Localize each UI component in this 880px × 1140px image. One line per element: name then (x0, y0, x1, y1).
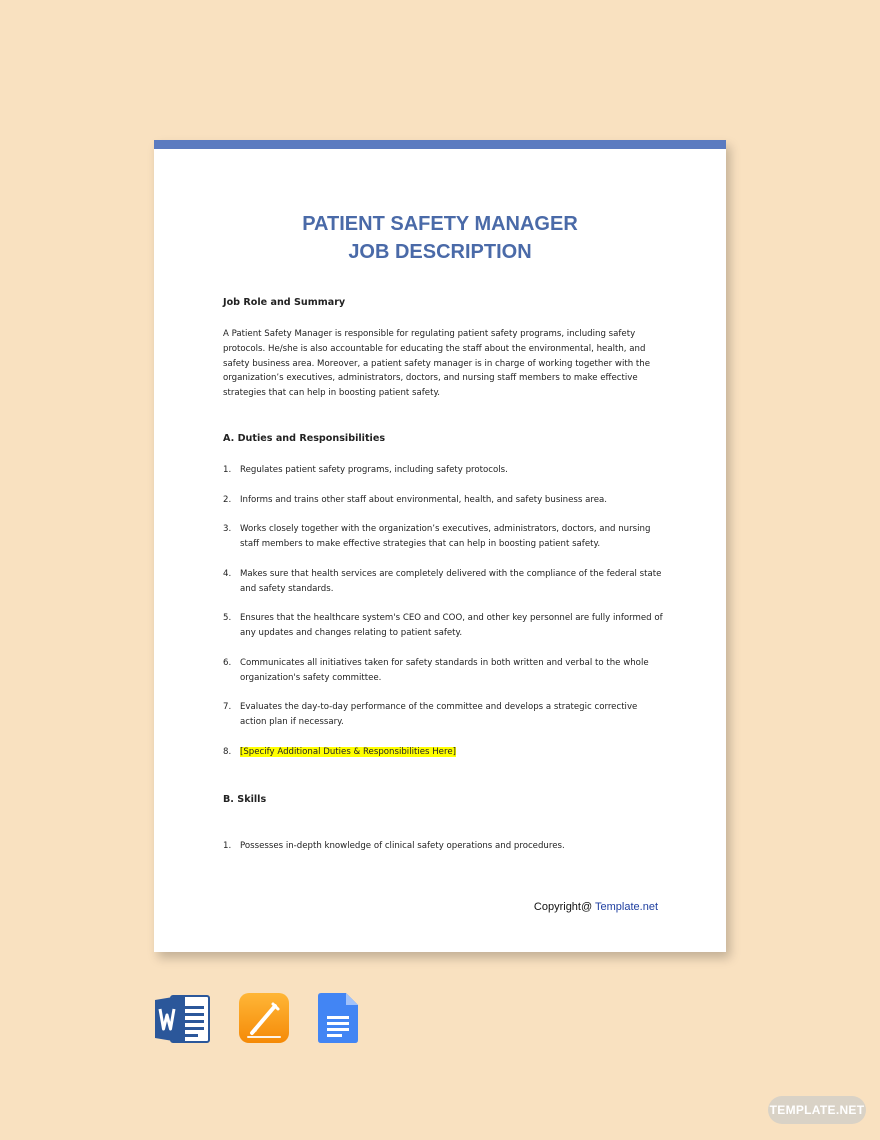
duty-text: Communicates all initiatives taken for safety standards in both written and verbal to the whole organization's safety committee. (240, 658, 649, 683)
duty-number: 5. (223, 613, 232, 623)
duty-number: 7. (223, 702, 232, 712)
duty-number: 3. (223, 524, 232, 534)
duty-number: 2. (223, 495, 232, 505)
copyright-prefix: Copyright@ (533, 901, 596, 913)
apple-pages-icon[interactable] (239, 993, 289, 1043)
template-net-badge[interactable]: TEMPLATE.NET (768, 1096, 866, 1124)
duties-heading: A. Duties and Responsibilities (223, 433, 386, 444)
duty-item (223, 611, 663, 641)
duty-text: Regulates patient safety programs, including safety protocols. (240, 465, 508, 475)
duty-item (223, 493, 663, 508)
copyright-notice (534, 901, 658, 913)
document-page (154, 140, 726, 952)
title-line-1: PATIENT SAFETY MANAGER (302, 213, 578, 235)
duty-item (223, 700, 663, 730)
duty-number: 1. (223, 465, 232, 475)
google-docs-icon[interactable] (318, 993, 358, 1043)
role-heading: Job Role and Summary (223, 297, 346, 308)
duty-number: 8. (223, 747, 232, 757)
duty-item (223, 656, 663, 686)
duty-item (223, 463, 663, 478)
duty-number: 6. (223, 658, 232, 668)
role-summary: A Patient Safety Manager is responsible for regulating patient safety programs, including safety protocols. He/she is also accountable for educating the staff about the environmental, health, and safety business area. Moreover, a patient safety manager is in charge of working together with the organization’s executives, administrators, doctors, and nursing staff members to make effective strategies that can help in boosting patient safety. (223, 329, 650, 399)
skill-number: 1. (223, 841, 232, 851)
duty-item (223, 522, 663, 552)
skill-item (223, 839, 663, 854)
duty-text: Works closely together with the organization’s executives, administrators, doctors, and nursing staff members to make effective strategies that can help in boosting patient safety. (240, 524, 651, 549)
duty-item (223, 745, 663, 760)
skill-text: Possesses in-depth knowledge of clinical safety operations and procedures. (240, 841, 565, 851)
duty-text: Informs and trains other staff about environmental, health, and safety business area. (240, 495, 607, 505)
copyright-link[interactable]: Template.net (595, 901, 658, 913)
page-top-accent-bar (154, 140, 726, 149)
duty-text: Ensures that the healthcare system's CEO and COO, and other key personnel are fully informed of any updates and changes relating to patient safety. (240, 613, 663, 638)
duty-number: 4. (223, 569, 232, 579)
microsoft-word-icon[interactable] (155, 994, 211, 1044)
skills-heading: B. Skills (223, 794, 267, 805)
duty-text: Evaluates the day-to-day performance of the committee and develops a strategic corrective action plan if necessary. (240, 702, 638, 727)
duty-item (223, 567, 663, 597)
placeholder-highlight[interactable]: [Specify Additional Duties & Responsibilities Here] (240, 747, 456, 757)
document-title (154, 210, 726, 266)
duty-text: Makes sure that health services are completely delivered with the compliance of the federal state and safety standards. (240, 569, 662, 594)
title-line-2: JOB DESCRIPTION (348, 241, 532, 263)
